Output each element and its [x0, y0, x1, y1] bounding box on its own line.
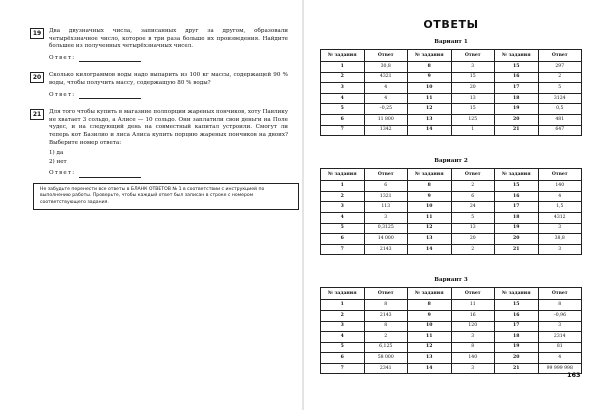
- column-header: № задания: [321, 169, 365, 181]
- answer-cell: 14 000: [364, 234, 408, 245]
- answer-cell: 4: [538, 191, 582, 202]
- answer-cell: 3: [451, 363, 495, 374]
- column-header: Ответ: [538, 288, 582, 300]
- answer-cell: 6,125: [364, 342, 408, 353]
- answer-cell: 3: [364, 212, 408, 223]
- task-number-cell: 1: [321, 300, 365, 311]
- answer-cell: 15: [451, 104, 495, 115]
- answer-cell: 125: [451, 114, 495, 125]
- task-number-cell: 15: [495, 62, 539, 73]
- answer-cell: 0,5: [538, 104, 582, 115]
- task-number-cell: 17: [495, 83, 539, 94]
- answer-cell: 2: [364, 332, 408, 343]
- task-number-cell: 7: [321, 125, 365, 136]
- task-number-cell: 13: [408, 353, 452, 364]
- task-number-cell: 5: [321, 104, 365, 115]
- column-header: Ответ: [451, 288, 495, 300]
- task-number-cell: 18: [495, 212, 539, 223]
- answer-table: [320, 49, 582, 136]
- answer-cell: 3: [451, 332, 495, 343]
- task-number-cell: 21: [495, 363, 539, 374]
- answer-cell: 38,8: [538, 234, 582, 245]
- column-header: № задания: [408, 169, 452, 181]
- answer-cell: 3: [538, 223, 582, 234]
- answer-cell: 5: [538, 83, 582, 94]
- column-header: Ответ: [364, 288, 408, 300]
- task-number-cell: 14: [408, 244, 452, 255]
- answer-cell: 8: [451, 342, 495, 353]
- task-number-cell: 9: [408, 191, 452, 202]
- task-number-cell: 21: [495, 125, 539, 136]
- task-number-cell: 6: [321, 114, 365, 125]
- table-header-row: [321, 288, 582, 300]
- task-number-cell: 10: [408, 321, 452, 332]
- task-number-cell: 10: [408, 202, 452, 213]
- answer-cell: 0,3125: [364, 223, 408, 234]
- answer-cell: 1: [451, 125, 495, 136]
- answer-cell: 4: [538, 353, 582, 364]
- answer-label: Ответ:: [49, 170, 76, 177]
- column-header: № задания: [495, 169, 539, 181]
- answer-cell: 3124: [538, 93, 582, 104]
- task-number-cell: 4: [321, 212, 365, 223]
- task-number-cell: 2: [321, 72, 365, 83]
- task-number-cell: 2: [321, 310, 365, 321]
- answer-cell: 2341: [364, 363, 408, 374]
- answer-line: [49, 55, 288, 63]
- table-row: [321, 353, 582, 364]
- page-title: ОТВЕТЫ: [423, 18, 479, 31]
- column-header: № задания: [495, 288, 539, 300]
- answer-cell: 15: [451, 72, 495, 83]
- answer-cell: 113: [364, 202, 408, 213]
- answer-blank[interactable]: [79, 92, 141, 99]
- table-row: [321, 83, 582, 94]
- task-number-cell: 6: [321, 234, 365, 245]
- column-header: № задания: [408, 50, 452, 62]
- table-row: [321, 72, 582, 83]
- task-number-cell: 16: [495, 310, 539, 321]
- answer-cell: 8: [364, 300, 408, 311]
- task-number-cell: 20: [495, 353, 539, 364]
- task-number-cell: 14: [408, 125, 452, 136]
- task-text: Два двузначных числа, записанных друг за другом, образовали четырёхзначное число, которое в три раза больше их произведения. Найдите большее из полученных четырёхзначных чисел.: [49, 28, 288, 50]
- answer-cell: 1321: [364, 191, 408, 202]
- task-number-cell: 14: [408, 363, 452, 374]
- answer-cell: 4: [364, 93, 408, 104]
- table-row: [321, 114, 582, 125]
- answer-cell: 3: [538, 244, 582, 255]
- task-number-cell: 20: [495, 114, 539, 125]
- table-row: [321, 310, 582, 321]
- column-header: Ответ: [364, 50, 408, 62]
- answer-line: [49, 170, 288, 178]
- table-row: [321, 212, 582, 223]
- task-number-cell: 7: [321, 363, 365, 374]
- table-row: [321, 104, 582, 115]
- column-header: № задания: [408, 288, 452, 300]
- answer-cell: 6: [364, 181, 408, 192]
- column-header: Ответ: [538, 50, 582, 62]
- task-number-cell: 4: [321, 93, 365, 104]
- answer-cell: 11 800: [364, 114, 408, 125]
- answer-blank[interactable]: [79, 55, 141, 62]
- answer-cell: 140: [451, 353, 495, 364]
- answer-cell: 647: [538, 125, 582, 136]
- task-number-cell: 12: [408, 223, 452, 234]
- answer-cell: 140: [538, 181, 582, 192]
- answer-option: 1) да: [49, 150, 64, 157]
- column-header: № задания: [495, 50, 539, 62]
- task-number-cell: 3: [321, 321, 365, 332]
- column-header: Ответ: [364, 169, 408, 181]
- table-row: [321, 342, 582, 353]
- task-number-cell: 16: [495, 191, 539, 202]
- table-row: [321, 93, 582, 104]
- task-20: [30, 72, 288, 99]
- task-number-cell: 15: [495, 300, 539, 311]
- task-number-cell: 16: [495, 72, 539, 83]
- variant-block: [320, 39, 582, 136]
- task-number: 21: [30, 109, 44, 120]
- answer-table: [320, 287, 582, 374]
- page-fold: [302, 0, 304, 410]
- task-number-cell: 8: [408, 181, 452, 192]
- answer-line: [49, 92, 288, 100]
- answer-cell: 2: [451, 181, 495, 192]
- task-number-cell: 15: [495, 181, 539, 192]
- task-number-cell: 10: [408, 83, 452, 94]
- task-number-cell: 19: [495, 342, 539, 353]
- task-number-cell: 11: [408, 212, 452, 223]
- column-header: Ответ: [451, 50, 495, 62]
- answer-cell: 2143: [364, 244, 408, 255]
- answer-cell: 13: [451, 223, 495, 234]
- answer-cell: 30,8: [364, 62, 408, 73]
- answer-cell: 3: [451, 62, 495, 73]
- variant-title: Вариант 3: [434, 277, 468, 284]
- answer-cell: 4312: [538, 212, 582, 223]
- task-number-cell: 5: [321, 342, 365, 353]
- answer-cell: 5: [451, 212, 495, 223]
- task-number-cell: 1: [321, 181, 365, 192]
- table-row: [321, 202, 582, 213]
- task-number: 19: [30, 28, 44, 39]
- task-number-cell: 2: [321, 191, 365, 202]
- left-page: [30, 28, 288, 185]
- column-header: Ответ: [451, 169, 495, 181]
- task-number-cell: 18: [495, 332, 539, 343]
- answer-cell: 3: [538, 321, 582, 332]
- task-number-cell: 13: [408, 114, 452, 125]
- answer-cell: 2: [451, 244, 495, 255]
- answer-cell: 2314: [538, 332, 582, 343]
- task-number-cell: 20: [495, 234, 539, 245]
- answer-cell: 13: [451, 93, 495, 104]
- answer-label: Ответ:: [49, 91, 76, 98]
- task-number: 20: [30, 72, 44, 83]
- answer-cell: –0,25: [364, 104, 408, 115]
- answer-cell: 1342: [364, 125, 408, 136]
- instruction-box: Не забудьте перенести все ответы в БЛАНК ОТВЕТОВ № 1 в соответствии с инструкцией по выполнению работы. Проверьте, чтобы каждый ответ был записан в строке с номером соответствующего задания.: [33, 183, 299, 210]
- answer-cell: 2: [538, 72, 582, 83]
- column-header: Ответ: [538, 169, 582, 181]
- answer-variants: [320, 39, 582, 374]
- answer-cell: 24: [451, 202, 495, 213]
- answer-cell: 99 999 998: [538, 363, 582, 374]
- task-number-cell: 3: [321, 83, 365, 94]
- task-number-cell: 3: [321, 202, 365, 213]
- task-text: Сколько килограммов воды надо выпарить из 100 кг массы, содержащей 90 % воды, чтобы получить массу, содержащую 80 % воды?: [49, 72, 288, 86]
- table-header-row: [321, 50, 582, 62]
- task-number-cell: 11: [408, 332, 452, 343]
- task-number-cell: 13: [408, 234, 452, 245]
- answer-cell: 58 000: [364, 353, 408, 364]
- right-page: [320, 18, 582, 374]
- answer-blank[interactable]: [79, 171, 141, 178]
- task-number-cell: 1: [321, 62, 365, 73]
- task-text: Для того чтобы купить в магазине полпорции жареных пончиков, хоту Павлику не хватает 3 сольдо, а Алисе — 10 сольдо. Они заплатили свои деньги на Поле чудес, и на следующий день на совместный капитал устроили. Смогут ли теперь кот Базилио и лиса Алиса купить порцию жареных пончиков на двоих? Выберите номер ответа:: [49, 109, 288, 146]
- variant-block: [320, 158, 582, 255]
- table-header-row: [321, 169, 582, 181]
- table-row: [321, 300, 582, 311]
- table-row: [321, 363, 582, 374]
- column-header: № задания: [321, 50, 365, 62]
- task-number-cell: 9: [408, 310, 452, 321]
- answer-cell: 1,5: [538, 202, 582, 213]
- task-number-cell: 12: [408, 104, 452, 115]
- answer-cell: 2143: [364, 310, 408, 321]
- task-number-cell: 19: [495, 223, 539, 234]
- task-number-cell: 18: [495, 93, 539, 104]
- answer-cell: 8: [364, 321, 408, 332]
- task-number-cell: 11: [408, 93, 452, 104]
- table-row: [321, 332, 582, 343]
- page-number: 163: [567, 371, 581, 379]
- table-row: [321, 321, 582, 332]
- task-number-cell: 21: [495, 244, 539, 255]
- task-number-cell: 17: [495, 202, 539, 213]
- answer-cell: 11: [451, 300, 495, 311]
- table-row: [321, 125, 582, 136]
- table-row: [321, 223, 582, 234]
- task-number-cell: 12: [408, 342, 452, 353]
- task-number-cell: 19: [495, 104, 539, 115]
- answer-cell: 481: [538, 114, 582, 125]
- variant-title: Вариант 2: [434, 158, 468, 165]
- table-row: [321, 62, 582, 73]
- answer-cell: 4321: [364, 72, 408, 83]
- table-row: [321, 191, 582, 202]
- answer-cell: 20: [451, 83, 495, 94]
- table-row: [321, 181, 582, 192]
- table-row: [321, 244, 582, 255]
- answer-label: Ответ:: [49, 54, 76, 61]
- answer-cell: 16: [451, 310, 495, 321]
- task-number-cell: 5: [321, 223, 365, 234]
- variant-title: Вариант 1: [434, 39, 468, 45]
- answer-option: 2) нет: [49, 158, 67, 165]
- column-header: № задания: [321, 288, 365, 300]
- answer-table: [320, 168, 582, 255]
- task-number-cell: 7: [321, 244, 365, 255]
- task-21: [30, 109, 288, 178]
- task-number-cell: 4: [321, 332, 365, 343]
- answer-cell: 81: [538, 342, 582, 353]
- answer-cell: 120: [451, 321, 495, 332]
- task-number-cell: 9: [408, 72, 452, 83]
- answer-cell: 20: [451, 234, 495, 245]
- task-number-cell: 17: [495, 321, 539, 332]
- answer-cell: 4: [364, 83, 408, 94]
- answer-cell: 297: [538, 62, 582, 73]
- task-number-cell: 6: [321, 353, 365, 364]
- answer-cell: –0,96: [538, 310, 582, 321]
- answer-cell: 8: [538, 300, 582, 311]
- variant-block: [320, 277, 582, 374]
- task-number-cell: 8: [408, 300, 452, 311]
- task-number-cell: 8: [408, 62, 452, 73]
- answer-cell: 6: [451, 191, 495, 202]
- task-19: [30, 28, 288, 62]
- table-row: [321, 234, 582, 245]
